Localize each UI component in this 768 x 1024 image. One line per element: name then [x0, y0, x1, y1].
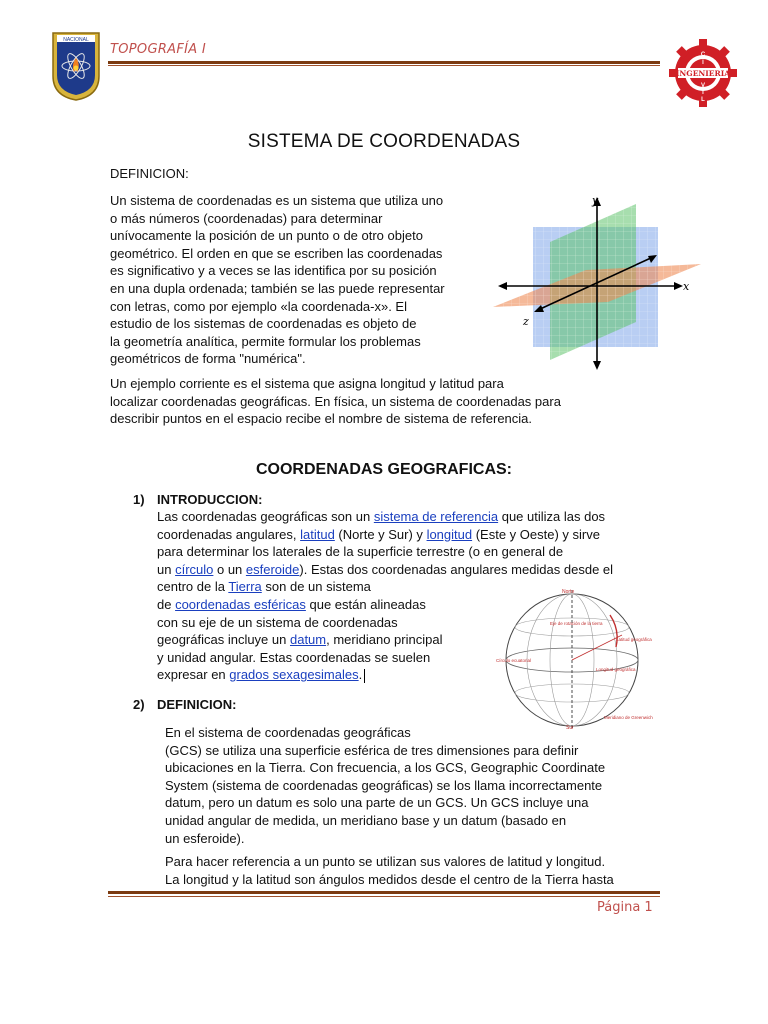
sec2-line: un esferoide).	[165, 830, 245, 846]
section-2-number: 2)	[133, 697, 145, 712]
sec1-line: geográficas incluye un datum, meridiano principal	[157, 632, 443, 648]
coordinate-axes-figure	[488, 192, 704, 372]
intro-line: en una dupla ordenada; también se las puede representar	[110, 280, 445, 296]
link-circulo[interactable]: círculo	[175, 561, 214, 577]
axis-label-y: y	[592, 194, 599, 207]
sec1-line: de coordenadas esféricas que están alineadas	[157, 596, 426, 612]
university-crest-logo	[50, 30, 102, 102]
sec2-line: ubicaciones en la Tierra. Con frecuencia, a los GCS, Geographic Coordinate	[165, 760, 606, 776]
header-rule	[108, 61, 660, 64]
header-rule-thin	[108, 65, 660, 66]
civil-engineering-logo	[668, 38, 738, 108]
example-line: Un ejemplo corriente es el sistema que asigna longitud y latitud para	[110, 376, 504, 391]
link-datum[interactable]: datum	[289, 632, 327, 648]
globe-coordinates-figure	[492, 585, 660, 731]
link-latitud[interactable]: latitud	[300, 526, 335, 542]
link-tierra[interactable]: Tierra	[228, 579, 262, 595]
intro-line: unívocamente la posición de un punto o de otro objeto	[110, 228, 423, 244]
crest-text: NACIONAL	[63, 37, 89, 43]
sec2-line: Para hacer referencia a un punto se utilizan sus valores de latitud y longitud.	[165, 854, 606, 869]
sec2-line: La longitud y la latitud son ángulos medidos desde el centro de la Tierra hasta	[165, 871, 614, 887]
example-paragraph	[110, 375, 561, 428]
link-coordenadas-esfericas[interactable]: coordenadas esféricas	[175, 596, 306, 612]
intro-line: o más números (coordenadas) para determinar	[110, 210, 383, 226]
globe-label-equator: Círculo ecuatorial	[496, 658, 532, 663]
link-sistema-de-referencia[interactable]: sistema de referencia	[373, 509, 499, 524]
example-line: describir puntos en el espacio recibe el nombre de sistema de referencia.	[110, 411, 533, 427]
globe-label-greenwich: Meridiano de Greenwich	[604, 715, 653, 720]
intro-line: con letras, como por ejemplo «la coordenada-x». El	[110, 298, 407, 314]
logo-letter-3: V	[700, 83, 706, 89]
globe-label-south: Sur	[566, 725, 574, 731]
section-1-heading: INTRODUCCION:	[157, 492, 263, 507]
logo-letter-1: C	[700, 52, 706, 58]
intro-line: geométricos de forma "numérica".	[110, 351, 306, 367]
sec2-line: (GCS) se utiliza una superficie esférica de tres dimensiones para definir	[165, 742, 579, 758]
logo-text-ingenieria: INGENIERIA	[675, 69, 731, 78]
link-grados-sexagesimales[interactable]: grados sexagesimales	[229, 667, 359, 683]
section-1-number: 1)	[133, 492, 145, 507]
sec2-line: datum, pero un datum es solo una parte de un GCS. Un GCS incluye una	[165, 795, 589, 811]
header-course-title: TOPOGRAFÍA I	[110, 42, 207, 57]
intro-line: la geometría analítica, permite formular los problemas	[110, 333, 421, 349]
text-cursor	[364, 669, 365, 683]
sec1-line: para determinar los laterales de la superficie terrestre (o en general de	[157, 544, 564, 560]
section-2-paragraph-2	[165, 853, 614, 888]
sec2-line: unidad angular de medida, un meridiano base y un datum (basado en	[165, 812, 567, 828]
footer-rule	[108, 891, 660, 894]
globe-label-latitude: Latitud geográfica	[616, 637, 652, 642]
sec1-line: Las coordenadas geográficas son un sistema de referencia que utiliza las dos	[157, 509, 606, 524]
intro-line: es significativo y a veces se las identifica por su posición	[110, 263, 437, 279]
globe-label-longitude: Longitud geográfica	[596, 667, 636, 672]
link-longitud[interactable]: longitud	[426, 526, 473, 542]
logo-letter-4: I	[702, 90, 704, 96]
globe-label-north: Norte	[562, 589, 575, 595]
sec1-line: expresar en grados sexagesimales.	[157, 666, 613, 684]
intro-paragraph	[110, 192, 445, 368]
sec2-line: En el sistema de coordenadas geográficas	[165, 725, 411, 740]
section-title: COORDENADAS GEOGRAFICAS:	[255, 461, 512, 478]
sec1-line: con su eje de un sistema de coordenadas	[157, 614, 398, 630]
section-2-paragraph-1	[165, 724, 605, 847]
globe-label-axis: Eje de rotación de la tierra	[550, 621, 603, 626]
sec2-line: System (sistema de coordenadas geográficas) se los llama incorrectamente	[165, 777, 603, 793]
link-esferoide[interactable]: esferoide	[245, 561, 300, 577]
section-2-heading: DEFINICION:	[157, 697, 237, 712]
logo-letter-5: L	[701, 97, 705, 103]
intro-line: estudio de los sistemas de coordenadas es objeto de	[110, 316, 417, 332]
sec1-line: y unidad angular. Estas coordenadas se suelen	[157, 649, 431, 665]
page-number: Página 1	[597, 900, 653, 915]
example-line: localizar coordenadas geográficas. En física, un sistema de coordenadas para	[110, 393, 561, 409]
axis-label-x: x	[683, 280, 690, 293]
intro-line: geométrico. El orden en que se escriben las coordenadas	[110, 245, 443, 261]
axis-label-z: z	[523, 315, 529, 328]
definition-label: DEFINICION:	[110, 166, 189, 181]
sec1-line: centro de la Tierra son de un sistema	[157, 579, 371, 595]
logo-letter-2: I	[702, 60, 704, 66]
intro-line: Un sistema de coordenadas es un sistema que utiliza uno	[110, 193, 444, 208]
page-title: SISTEMA DE COORDENADAS	[247, 131, 521, 152]
sec1-line: un círculo o un esferoide). Estas dos coordenadas angulares medidas desde el	[157, 561, 614, 577]
sec1-line: coordenadas angulares, latitud (Norte y Sur) y longitud (Este y Oeste) y sirve	[157, 526, 600, 542]
footer-rule-thin	[108, 896, 660, 897]
